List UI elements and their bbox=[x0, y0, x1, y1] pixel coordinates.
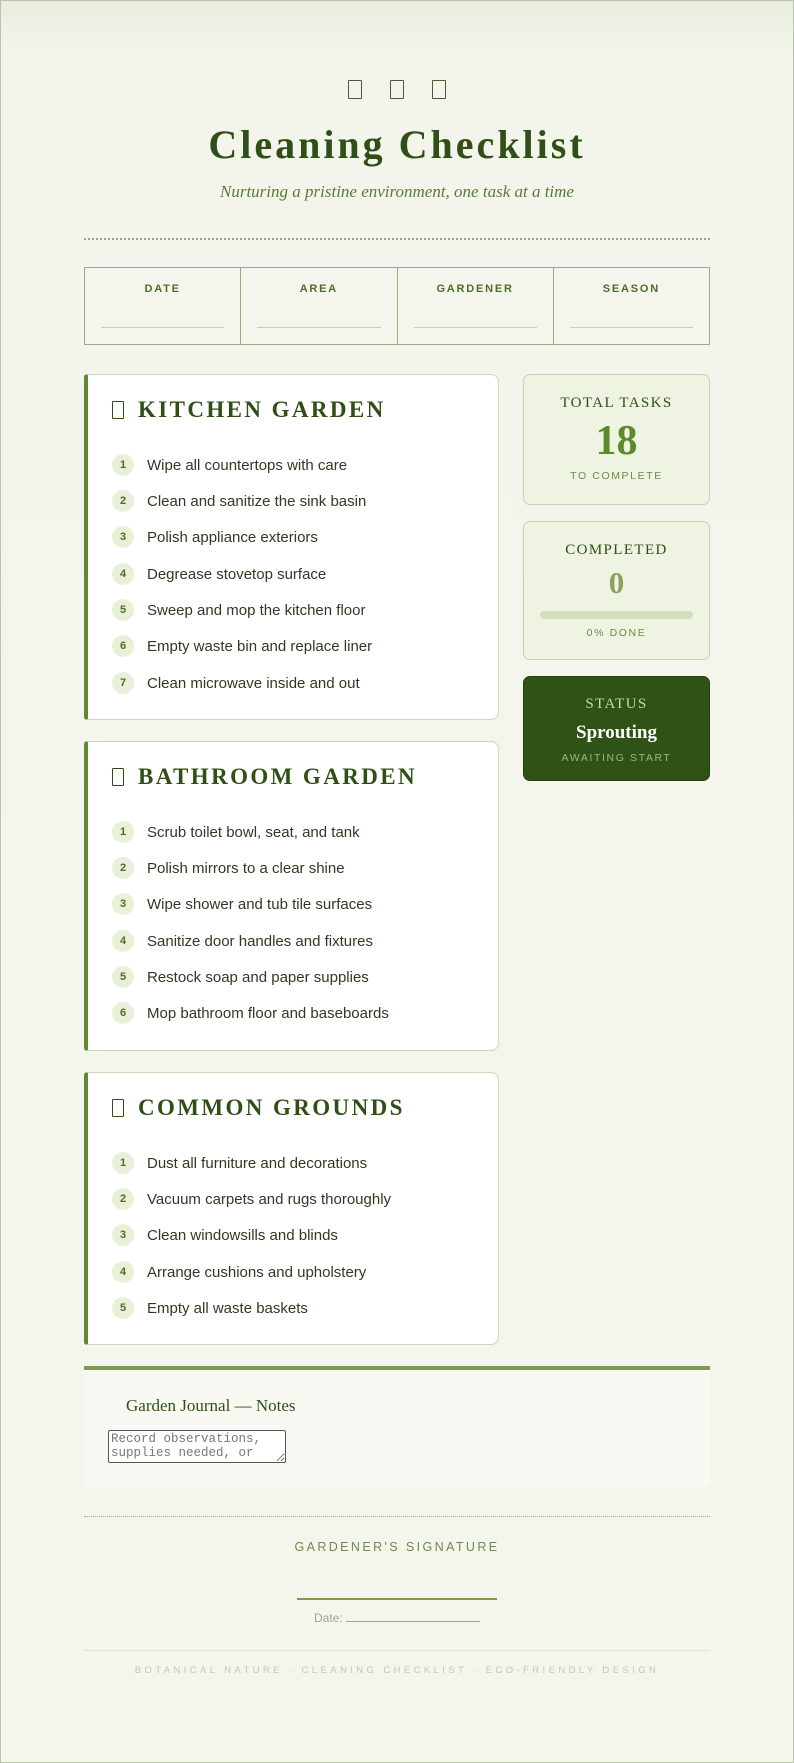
footer-text: BOTANICAL NATURE · CLEANING CHECKLIST · ECO-FRIENDLY DESIGN bbox=[134, 1665, 660, 1676]
meta-season-line bbox=[570, 327, 693, 328]
section-header bbox=[112, 1095, 405, 1121]
task-item[interactable] bbox=[112, 965, 369, 989]
task-text: Scrub toilet bowl, seat, and tank bbox=[147, 823, 360, 841]
signature-divider bbox=[84, 1516, 710, 1517]
status-value: Sprouting bbox=[576, 722, 657, 743]
task-number: 6 bbox=[112, 635, 134, 657]
progress-bar bbox=[540, 611, 693, 619]
signature-date-label: Date: bbox=[313, 1611, 343, 1625]
task-item[interactable] bbox=[112, 856, 345, 880]
completed-card bbox=[523, 521, 710, 660]
section-common-grounds bbox=[84, 1072, 499, 1345]
task-number: 1 bbox=[112, 454, 134, 476]
task-number: 4 bbox=[112, 1261, 134, 1283]
meta-area[interactable] bbox=[241, 268, 397, 344]
kitchen-icon bbox=[112, 401, 124, 419]
task-text: Polish appliance exteriors bbox=[147, 528, 318, 546]
task-text: Wipe shower and tub tile surfaces bbox=[147, 895, 373, 913]
completed-value: 0 bbox=[608, 565, 625, 600]
bath-icon bbox=[112, 768, 124, 786]
meta-date-label: DATE bbox=[144, 283, 181, 295]
task-text: Clean and sanitize the sink basin bbox=[147, 492, 367, 510]
section-bathroom-garden bbox=[84, 741, 499, 1051]
task-number: 2 bbox=[112, 490, 134, 512]
meta-area-line bbox=[257, 327, 380, 328]
task-item[interactable] bbox=[112, 489, 366, 513]
page-header bbox=[0, 80, 794, 202]
task-text: Wipe all countertops with care bbox=[147, 456, 348, 474]
header-divider bbox=[84, 238, 710, 240]
meta-season-label: SEASON bbox=[602, 283, 660, 295]
section-title: KITCHEN GARDEN bbox=[138, 397, 386, 422]
completed-label: COMPLETED bbox=[565, 542, 668, 558]
task-text: Clean windowsills and blinds bbox=[147, 1226, 338, 1244]
meta-area-label: AREA bbox=[299, 283, 339, 295]
task-item[interactable] bbox=[112, 1187, 391, 1211]
task-text: Restock soap and paper supplies bbox=[147, 968, 369, 986]
flower-icon bbox=[432, 80, 446, 99]
home-icon bbox=[112, 1099, 124, 1117]
task-number: 5 bbox=[112, 1297, 134, 1319]
task-item[interactable] bbox=[112, 598, 365, 622]
task-text: Dust all furniture and decorations bbox=[147, 1154, 368, 1172]
task-text: Sweep and mop the kitchen floor bbox=[147, 601, 366, 619]
task-text: Empty all waste baskets bbox=[147, 1299, 308, 1317]
section-kitchen-garden bbox=[84, 374, 499, 720]
task-text: Clean microwave inside and out bbox=[147, 674, 360, 692]
status-sub: AWAITING START bbox=[561, 752, 672, 764]
task-text: Sanitize door handles and fixtures bbox=[147, 932, 373, 950]
section-header bbox=[112, 397, 386, 423]
task-number: 3 bbox=[112, 526, 134, 548]
task-item[interactable] bbox=[112, 820, 360, 844]
journal-title: Garden Journal — Notes bbox=[126, 1396, 296, 1415]
task-text: Arrange cushions and upholstery bbox=[147, 1263, 367, 1281]
task-item[interactable] bbox=[112, 525, 318, 549]
section-title: BATHROOM GARDEN bbox=[138, 764, 417, 789]
meta-gardener-line bbox=[414, 327, 537, 328]
notes-textarea[interactable] bbox=[108, 1430, 286, 1463]
status-label: STATUS bbox=[585, 696, 648, 712]
leaf-icon bbox=[348, 80, 362, 99]
status-card bbox=[523, 676, 710, 781]
meta-season[interactable] bbox=[554, 268, 709, 344]
task-item[interactable] bbox=[112, 453, 347, 477]
total-tasks-card bbox=[523, 374, 710, 505]
sprout-icon bbox=[390, 80, 404, 99]
meta-gardener-label: GARDENER bbox=[436, 283, 514, 295]
signature-date bbox=[0, 1610, 794, 1625]
task-number: 6 bbox=[112, 1002, 134, 1024]
page-subtitle: Nurturing a pristine environment, one task at a time bbox=[220, 182, 574, 201]
footer-divider bbox=[84, 1650, 710, 1651]
task-text: Degrease stovetop surface bbox=[147, 565, 327, 583]
task-item[interactable] bbox=[112, 1223, 338, 1247]
task-number: 2 bbox=[112, 1188, 134, 1210]
section-title: COMMON GROUNDS bbox=[138, 1095, 405, 1120]
task-item[interactable] bbox=[112, 634, 372, 658]
total-tasks-value: 18 bbox=[595, 418, 638, 464]
task-text: Polish mirrors to a clear shine bbox=[147, 859, 345, 877]
task-item[interactable] bbox=[112, 1260, 366, 1284]
meta-table bbox=[84, 267, 710, 345]
task-item[interactable] bbox=[112, 1151, 367, 1175]
task-text: Vacuum carpets and rugs thoroughly bbox=[147, 1190, 392, 1208]
task-number: 5 bbox=[112, 599, 134, 621]
signature-date-blank[interactable] bbox=[346, 1610, 480, 1622]
task-number: 2 bbox=[112, 857, 134, 879]
signature-line[interactable] bbox=[297, 1598, 497, 1600]
task-item[interactable] bbox=[112, 1001, 389, 1025]
task-number: 1 bbox=[112, 821, 134, 843]
task-text: Mop bathroom floor and baseboards bbox=[147, 1004, 389, 1022]
signature-label: GARDENER'S SIGNATURE bbox=[294, 1540, 500, 1554]
section-header bbox=[112, 764, 417, 790]
task-item[interactable] bbox=[112, 562, 326, 586]
task-number: 7 bbox=[112, 672, 134, 694]
task-item[interactable] bbox=[112, 929, 373, 953]
meta-date-line bbox=[101, 327, 224, 328]
task-item[interactable] bbox=[112, 1296, 308, 1320]
total-tasks-sub: TO COMPLETE bbox=[570, 470, 663, 482]
meta-date[interactable] bbox=[85, 268, 241, 344]
meta-gardener[interactable] bbox=[398, 268, 554, 344]
task-number: 3 bbox=[112, 893, 134, 915]
task-item[interactable] bbox=[112, 671, 360, 695]
task-number: 4 bbox=[112, 563, 134, 585]
completed-sub: 0% DONE bbox=[586, 627, 647, 639]
task-number: 3 bbox=[112, 1224, 134, 1246]
header-icons bbox=[0, 80, 794, 99]
task-number: 1 bbox=[112, 1152, 134, 1174]
garden-journal bbox=[84, 1366, 710, 1487]
page-title: Cleaning Checklist bbox=[208, 122, 586, 167]
task-text: Empty waste bin and replace liner bbox=[147, 637, 373, 655]
task-number: 4 bbox=[112, 930, 134, 952]
total-tasks-label: TOTAL TASKS bbox=[560, 395, 673, 411]
task-item[interactable] bbox=[112, 892, 372, 916]
task-number: 5 bbox=[112, 966, 134, 988]
